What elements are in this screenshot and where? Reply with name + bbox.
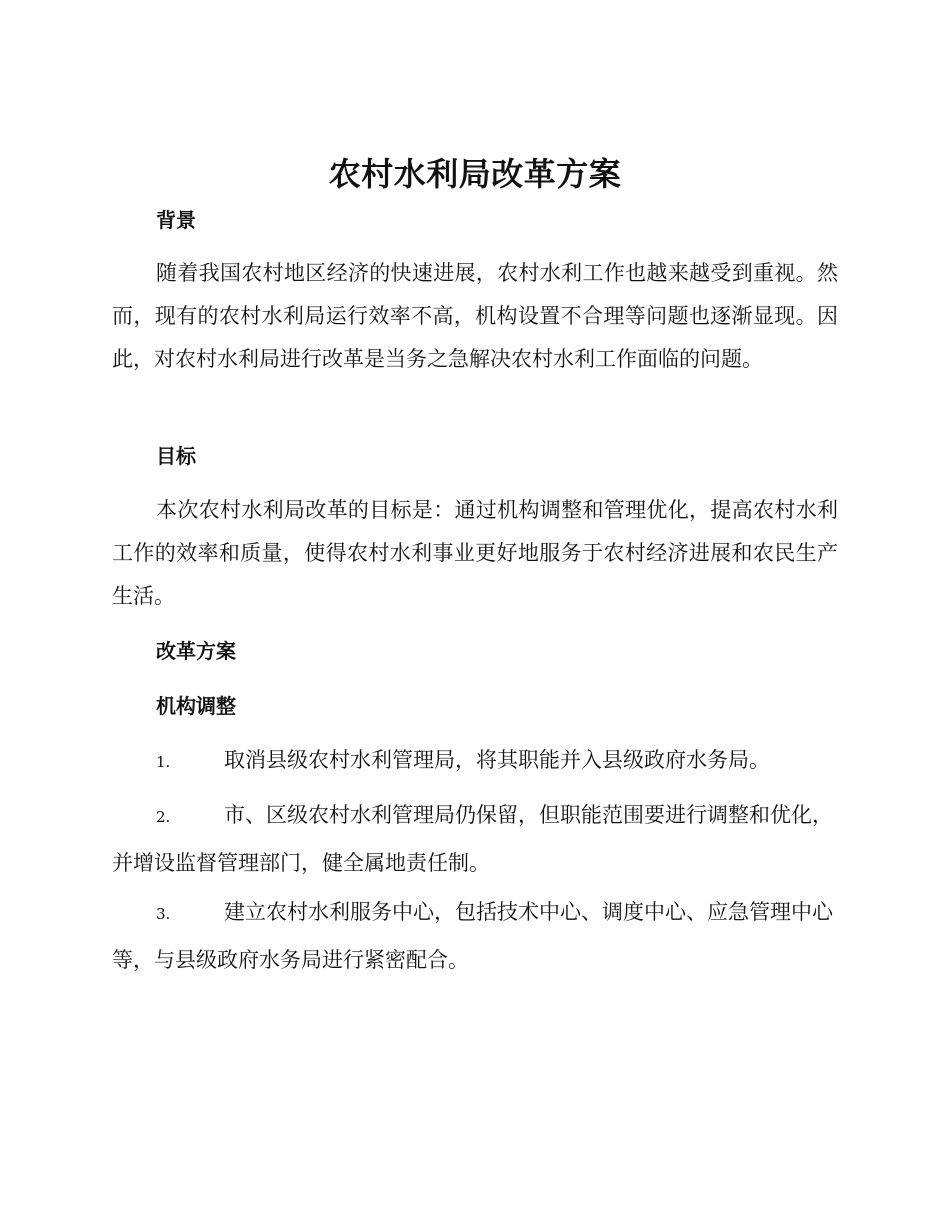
list-item	[112, 737, 838, 785]
list-item-number: 3.	[156, 905, 171, 923]
list-item-text: 取消县级农村水利管理局，将其职能并入县级政府水务局。	[224, 748, 770, 772]
paragraph-background: 随着我国农村地区经济的快速进展，农村水利工作也越来越受到重视。然而，现有的农村水利局运行效率不高，机构设置不合理等问题也逐渐显现。因此，对农村水利局进行改革是当务之急解决农村水利工作面临的问题。	[112, 261, 838, 371]
list-item-text: 建立农村水利服务中心，包括技术中心、调度中心、应急管理中心等，与县级政府水务局进行紧密配合。	[112, 900, 833, 972]
list-item	[112, 792, 838, 886]
list-item-number: 1.	[156, 753, 171, 771]
subsection-heading-structure: 机构调整	[156, 694, 236, 718]
section-heading-plan: 改革方案	[156, 639, 236, 663]
section-heading-goal: 目标	[156, 444, 196, 468]
paragraph-goal: 本次农村水利局改革的目标是：通过机构调整和管理优化，提高农村水利工作的效率和质量，使得农村水利事业更好地服务于农村经济进展和农民生产生活。	[112, 498, 838, 608]
list-item-text: 市、区级农村水利管理局仍保留，但职能范围要进行调整和优化，并增设监督管理部门，健全属地责任制。	[112, 803, 833, 875]
list-item	[112, 889, 838, 983]
list-item-number: 2.	[156, 808, 171, 826]
document-title: 农村水利局改革方案	[328, 155, 622, 193]
section-heading-background: 背景	[156, 208, 196, 232]
